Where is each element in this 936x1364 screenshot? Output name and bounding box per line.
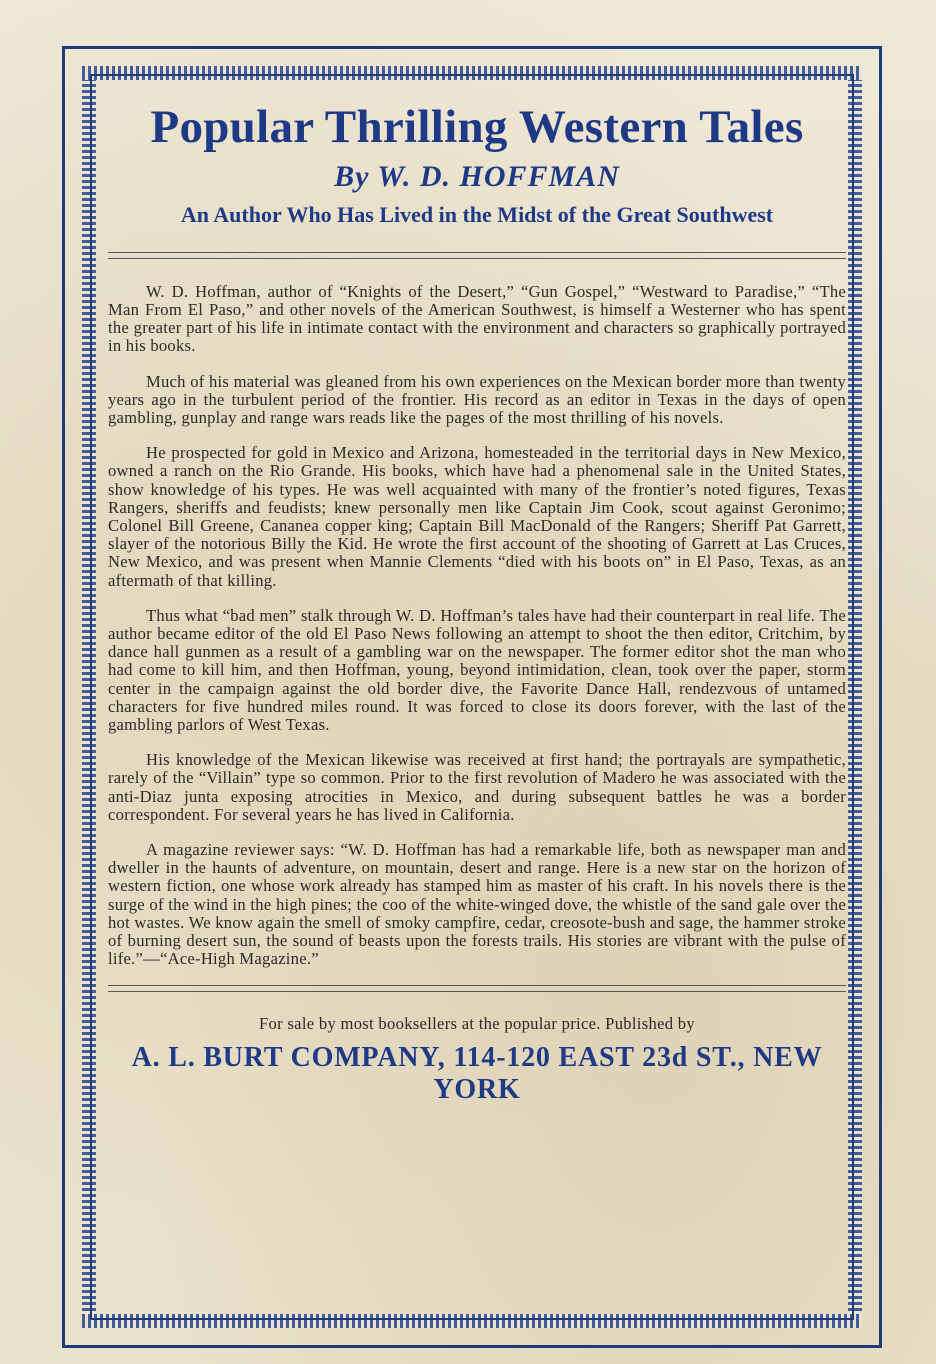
paragraph-1: W. D. Hoffman, author of “Knights of the Desert,” “Gun Gospel,” “Westward to Paradise,” “The Man From El Paso,” and other novels of the American Southwest, is himself a Westerner who has spent the greater part of his life in intimate contact with the environment and characters so graphically portrayed in his books. (108, 281, 846, 356)
paragraph-5: His knowledge of the Mexican likewise was received at first hand; the portrayals are sympathetic, rarely of the “Villain” type so common. Prior to the first revolution of Madero he was associated with the anti-Diaz junta exposing atrocities in Mexico, and during subsequent battles he was a border correspondent. For several years he has lived in California. (108, 750, 846, 824)
author-byline: By W. D. HOFFMAN (334, 159, 620, 193)
paragraph-2: Much of his material was gleaned from his own experiences on the Mexican border more than twenty years ago in the turbulent period of the frontier. His record as an editor in Texas in the days of open gambling, gunplay and range wars reads like the pages of the most thrilling of his novels. (108, 371, 846, 427)
paragraph-4: Thus what “bad men” stalk through W. D. Hoffman’s tales have had their counterpart in real life. The author became editor of the old El Paso News following an attempt to shoot the then editor, Critchim, by dance hall gunmen as a result of a gambling war on the newspaper. The former editor shot the man who had come to kill him, and then Hoffman, young, beyond intimidation, clean, took over the paper, storm center in the campaign against the old border dive, the Favorite Dance Hall, rendezvous of untamed characters for five hundred miles round. It was forced to close its doors forever, with the last of the gambling parlors of West Texas. (108, 605, 846, 734)
biography-text (104, 283, 850, 969)
sale-line: For sale by most booksellers at the popular price. Published by (259, 1014, 695, 1034)
paragraph-6: A magazine reviewer says: “W. D. Hoffman has had a remarkable life, both as newspaper man and dweller in the haunts of adventure, on mountain, desert and range. Here is a new star on the horizon of western fiction, one whose work already has stamped him as master of his craft. In his novels there is the surge of the wind in the high pines; the coo of the white-winged dove, the whistle of the sand gale over the hot wastes. We know again the smell of smoky campfire, cedar, creosote-bush and sage, the hammer stroke of burning desert sun, the sound of beasts upon the forests trails. His stories are vibrant with the pulse of life.”—“Ace-High Magazine.” (108, 839, 846, 969)
publisher-imprint: A. L. BURT COMPANY, 114-120 EAST 23d ST., NEW YORK (131, 1042, 823, 1106)
divider-bottom (108, 985, 846, 992)
page-title: Popular Thrilling Western Tales (150, 101, 804, 153)
tagline: An Author Who Has Lived in the Midst of the Great Southwest (180, 201, 774, 227)
cover-content (104, 84, 850, 1106)
paragraph-3: He prospected for gold in Mexico and Arizona, homesteaded in the territorial days in New Mexico, owned a ranch on the Rio Grande. His books, which have had a phenomenal sale in the United States, show knowledge of his types. He was well acquainted with many of the frontier’s noted figures, Texas Rangers, sheriffs and feudists; knew personally men like Captain Jim Cook, scout against Geronimo; Colonel Bill Greene, Cananea copper king; Captain Bill MacDonald of the Rangers; Sheriff Pat Garrett, slayer of the notorious Billy the Kid. He wrote the first account of the shooting of Garrett at Las Cruces, New Mexico, and was present when Mannie Clements “died with his boots on” in El Paso, Texas, as an aftermath of that killing. (108, 443, 846, 590)
divider-top (108, 252, 846, 259)
